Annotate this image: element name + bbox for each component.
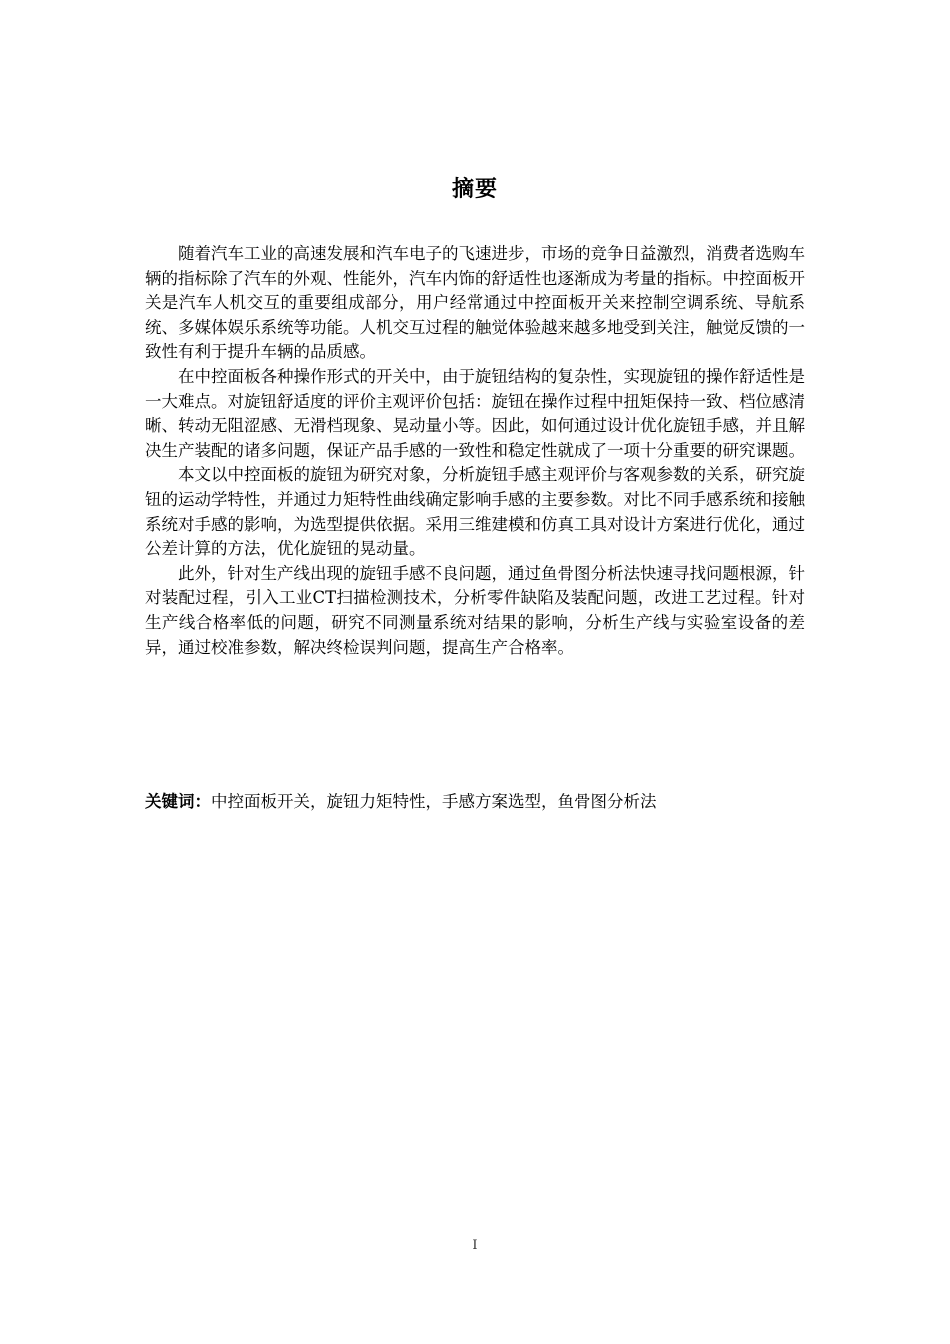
- abstract-paragraph-3: 本文以中控面板的旋钮为研究对象，分析旋钮手感主观评价与客观参数的关系，研究旋钮的运动学特性，并通过力矩特性曲线确定影响手感的主要参数。对比不同手感系统和接触系统对手感的影响，为选型提供依据。采用三维建模和仿真工具对设计方案进行优化，通过公差计算的方法，优化旋钮的晃动量。: [145, 465, 805, 559]
- keywords-label: 关键词：: [145, 792, 211, 811]
- abstract-paragraph-1: 随着汽车工业的高速发展和汽车电子的飞速进步，市场的竞争日益激烈，消费者选购车辆的指标除了汽车的外观、性能外，汽车内饰的舒适性也逐渐成为考量的指标。中控面板开关是汽车人机交互的重要组成部分，用户经常通过中控面板开关来控制空调系统、导航系统、多媒体娱乐系统等功能。人机交互过程的触觉体验越来越多地受到关注，触觉反馈的一致性有利于提升车辆的品质感。: [145, 244, 805, 362]
- keywords-line: [145, 790, 805, 814]
- abstract-paragraph-2: 在中控面板各种操作形式的开关中，由于旋钮结构的复杂性，实现旋钮的操作舒适性是一大难点。对旋钮舒适度的评价主观评价包括：旋钮在操作过程中扭矩保持一致、档位感清晰、转动无阻涩感、无滑档现象、晃动量小等。因此，如何通过设计优化旋钮手感，并且解决生产装配的诸多问题，保证产品手感的一致性和稳定性就成了一项十分重要的研究课题。: [145, 366, 805, 460]
- page-number: I: [472, 1238, 478, 1253]
- keywords-text: 中控面板开关，旋钮力矩特性，手感方案选型，鱼骨图分析法: [211, 792, 657, 811]
- abstract-body: [145, 242, 805, 660]
- page-title: 摘要: [451, 177, 498, 202]
- abstract-paragraph-4: 此外，针对生产线出现的旋钮手感不良问题，通过鱼骨图分析法快速寻找问题根源，针对装配过程，引入工业CT扫描检测技术，分析零件缺陷及装配问题，改进工艺过程。针对生产线合格率低的问题，研究不同测量系统对结果的影响，分析生产线与实验室设备的差异，通过校准参数，解决终检误判问题，提高生产合格率。: [145, 563, 805, 657]
